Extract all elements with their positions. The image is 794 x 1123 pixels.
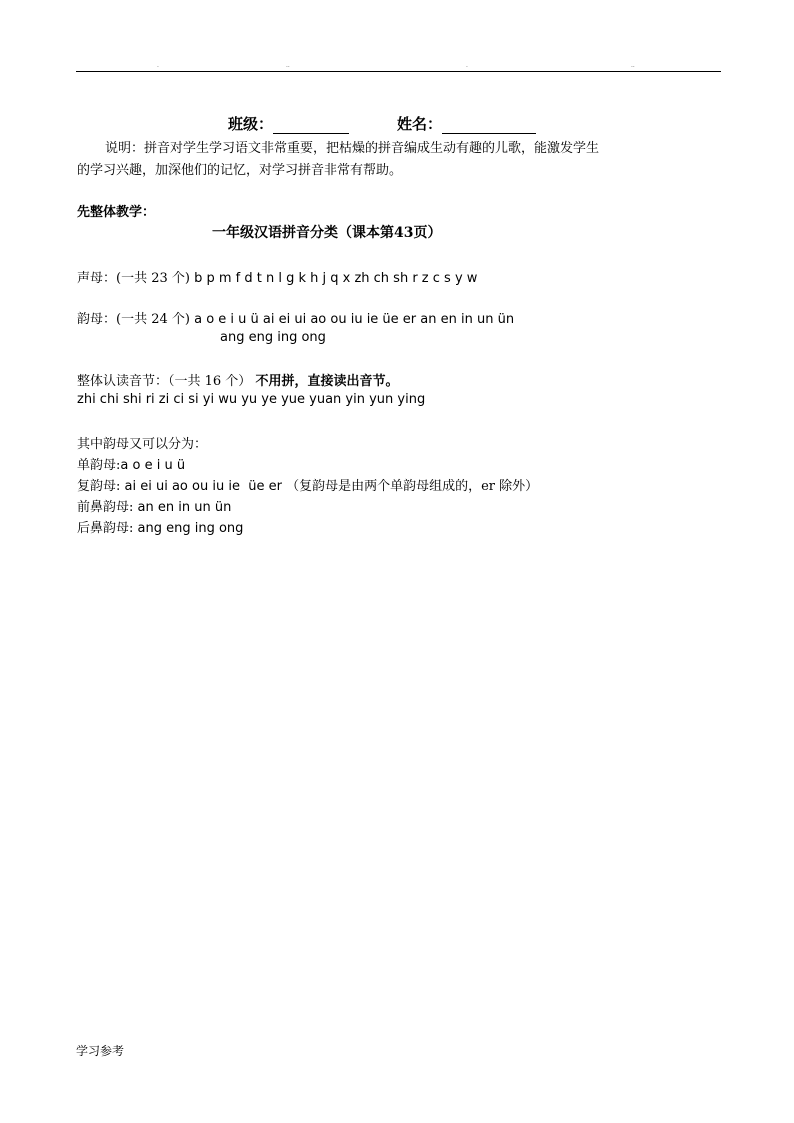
single-items: a o e i u ü	[120, 458, 186, 473]
breakdown-intro: 其中韵母又可以分为：	[77, 437, 208, 452]
back-nasal-row	[77, 517, 243, 536]
intro-line-2: 的学习兴趣，加深他们的记忆，对学习拼音非常有帮助。	[77, 163, 403, 178]
finals-items: a o e i u ü ai ei ui ao ou iu ie üe er an en in un ün	[194, 312, 515, 327]
whole-items: zhi chi shi ri zi ci si yi wu yu ye yue yuan yin yun ying	[77, 392, 426, 407]
finals-items-2: ang eng ing ong	[220, 330, 326, 345]
whole-row	[77, 370, 398, 389]
intro-line-1: 说明：拼音对学生学习语文非常重要，把枯燥的拼音编成生动有趣的儿歌，能激发学生	[105, 141, 600, 156]
header-rule	[76, 71, 721, 72]
single-finals-row	[77, 454, 185, 473]
compound-note: （复韵母是由两个单韵母组成的，er 除外）	[286, 479, 539, 494]
initials-items: b p m f d t n l g k h j q x zh ch sh r z c s y w	[194, 271, 478, 286]
page-subtitle: 一年级汉语拼音分类（课本第43页）	[212, 225, 442, 241]
front-items: an en in un ün	[137, 500, 232, 515]
whole-note: 不用拼，直接读出音节。	[255, 374, 399, 389]
back-items: ang eng ing ong	[137, 521, 244, 536]
front-nasal-row	[77, 496, 231, 515]
header-mark: .	[466, 62, 468, 69]
back-label: 后鼻韵母:	[77, 521, 134, 536]
form-line	[228, 113, 536, 134]
class-label: 班级：	[228, 115, 274, 133]
compound-finals-row	[77, 475, 538, 494]
initials-row	[77, 267, 477, 286]
class-blank[interactable]	[273, 119, 349, 134]
header-mark: ..	[286, 62, 290, 69]
finals-label: 韵母：(一共 24 个)	[77, 312, 190, 327]
front-label: 前鼻韵母:	[77, 500, 134, 515]
compound-label: 复韵母:	[77, 479, 121, 494]
footer-text: 学习参考	[76, 1044, 125, 1058]
single-label: 单韵母:	[77, 458, 121, 473]
name-blank[interactable]	[442, 119, 536, 134]
header-mark: ..	[631, 62, 635, 69]
finals-row	[77, 308, 514, 327]
name-label: 姓名：	[397, 115, 443, 133]
section-title: 先整体教学：	[77, 205, 156, 220]
header-mark: .	[157, 62, 159, 69]
whole-label: 整体认读音节：（一共 16 个）	[77, 374, 252, 389]
compound-items: ai ei ui ao ou iu ie üe er	[124, 479, 282, 494]
initials-label: 声母：(一共 23 个)	[77, 271, 190, 286]
